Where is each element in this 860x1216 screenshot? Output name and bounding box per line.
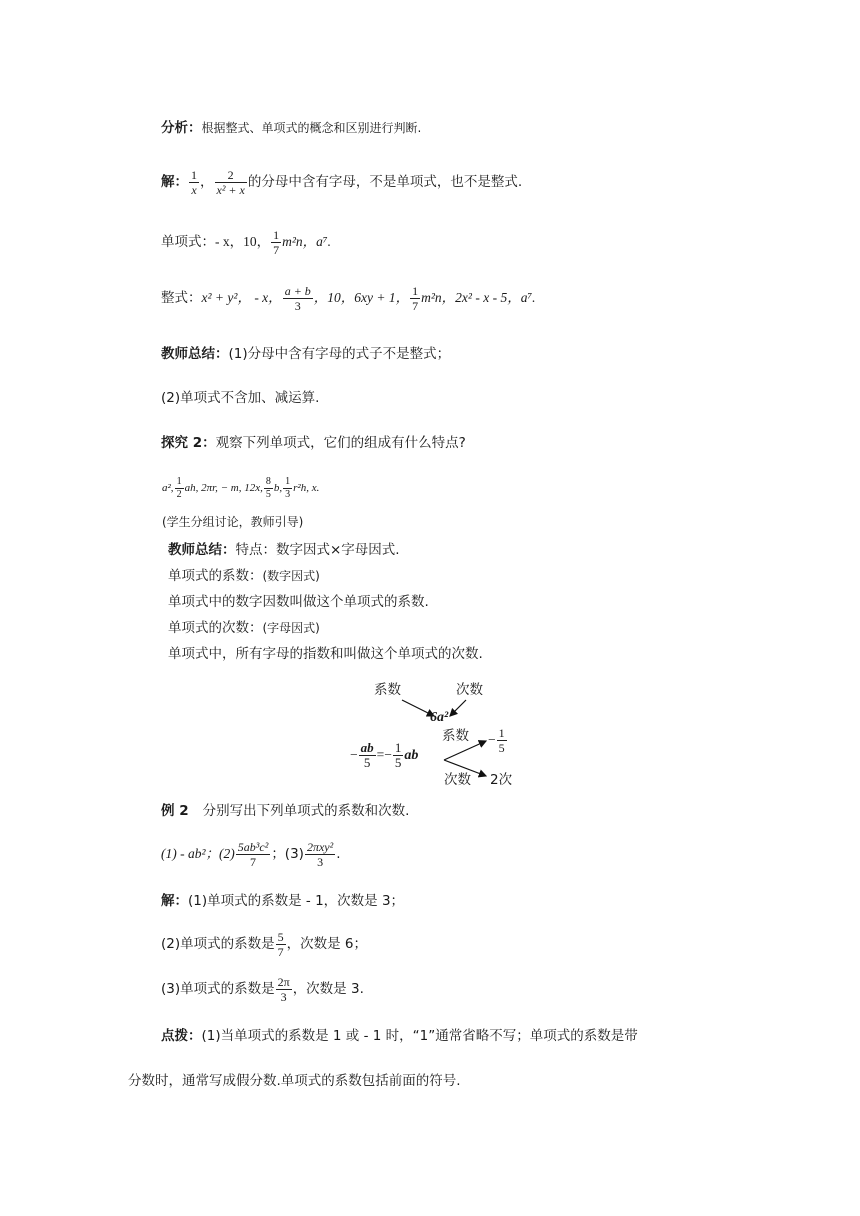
example2-label: 例 2: [161, 803, 189, 819]
polynomials-label: 整式：: [161, 290, 202, 306]
example2-line: 例 2 分别写出下列单项式的系数和次数.: [161, 803, 410, 819]
diagram-coef-label: 系数: [442, 728, 469, 744]
explore2-label: 探究 2：: [161, 435, 216, 451]
teacher-summary1-line2: (2)单项式不含加、减运算.: [161, 390, 320, 406]
analysis-label: 分析：: [161, 120, 202, 136]
solution2-line3: (3)单项式的系数是 $\frac{2\pi}{3}$ ，次数是 3.: [161, 974, 364, 1004]
coefficient-degree-diagram: [350, 678, 540, 790]
teacher-summary2-label: 教师总结：: [168, 542, 236, 558]
solution2-line1: 解：(1)单项式的系数是 - 1，次数是 3；: [161, 893, 405, 909]
fraction-2-over-x2-plus-x: $\frac{2}{\text{x² + x}}$: [216, 167, 245, 197]
teacher-summary1-line: 教师总结：(1)分母中含有字母的式子不是整式；: [161, 346, 451, 362]
diagram-deg-label: 次数: [444, 772, 471, 788]
polynomials-line: 整式：x² + y²， - x， $\frac{a + b}{3}$ ，10，6xy + 1， $\frac{1}{7}$ m²n，2x² - x - 5，a⁷.: [161, 283, 536, 313]
monomials-label: 单项式：: [161, 234, 215, 250]
teacher-summary2-line: 教师总结：特点：数字因式×字母因式.: [168, 542, 400, 558]
monomials-line: 单项式：- x，10， $\frac{1}{7}$ m²n，a⁷.: [161, 227, 331, 257]
deg-definition: 单项式中，所有字母的指数和叫做这个单项式的次数.: [168, 646, 483, 662]
solution2-line2: (2)单项式的系数是 $\frac{5}{7}$ ，次数是 6；: [161, 929, 368, 959]
diagram-coef-value: − $\frac{1}{5}$: [488, 725, 505, 755]
tip-label: 点拨：: [161, 1028, 202, 1044]
coef-definition: 单项式中的数字因数叫做这个单项式的系数.: [168, 594, 429, 610]
analysis-line: [161, 118, 421, 138]
solution1-label: 解：: [161, 174, 188, 190]
coef-title-line: 单项式的系数：(数字因式): [168, 568, 320, 584]
example2-items: (1) - ab²；(2) $\frac{\text{5ab³c²}}{7}$ ；(3) 2πxy² 3 .: [161, 839, 341, 869]
arrow-deg-top: [450, 700, 466, 716]
diagram-top-deg-label: 次数: [456, 682, 483, 698]
teacher-summary1-label: 教师总结：: [161, 346, 229, 362]
fraction-1-over-7: $\frac{1}{7}$: [273, 227, 280, 257]
solution1-text: 的分母中含有字母，不是单项式，也不是整式.: [247, 174, 523, 190]
diagram-center-term: 6a²: [430, 710, 449, 725]
fraction-1-over-x: $\frac{1}{x}$: [191, 167, 197, 197]
solution1-line: 解： $\frac{1}{x}$ ， $\frac{2}{\text{x² + x}}$ 的分母中含有字母，不是单项式，也不是整式.: [161, 167, 523, 197]
tip-line2: 分数时，通常写成假分数.单项式的系数包括前面的符号.: [128, 1073, 461, 1089]
diagram-top-coef-label: 系数: [374, 682, 401, 698]
tip-line1: 点拨：(1)当单项式的系数是 1 或 - 1 时，“1”通常省略不写；单项式的系数是带: [161, 1028, 638, 1044]
deg-title-line: 单项式的次数：(字母因式): [168, 620, 320, 636]
diagram-equation: − $\frac{ab}{5}$ =− $\frac{1}{5}$ ab: [350, 739, 419, 770]
fraction-1-over-7: $\frac{1}{7}$: [412, 283, 419, 313]
solution2-label: 解：: [161, 893, 188, 909]
explore2-note: (学生分组讨论，教师引导): [162, 515, 304, 529]
explore2-line: 探究 2：观察下列单项式，它们的组成有什么特点?: [161, 435, 466, 451]
diagram-deg-value: 2次: [490, 772, 513, 788]
analysis-text: 根据整式、单项式的概念和区别进行判断.: [201, 121, 422, 135]
fraction-a-plus-b-over-3: $\frac{a + b}{3}$: [284, 283, 311, 313]
explore2-expression: a², $\frac{1}{2}$ ah, 2πr, − m, 12x, $\frac{8}{5}$ b, $\frac{1}{3}$ r²h, x.: [162, 475, 320, 500]
